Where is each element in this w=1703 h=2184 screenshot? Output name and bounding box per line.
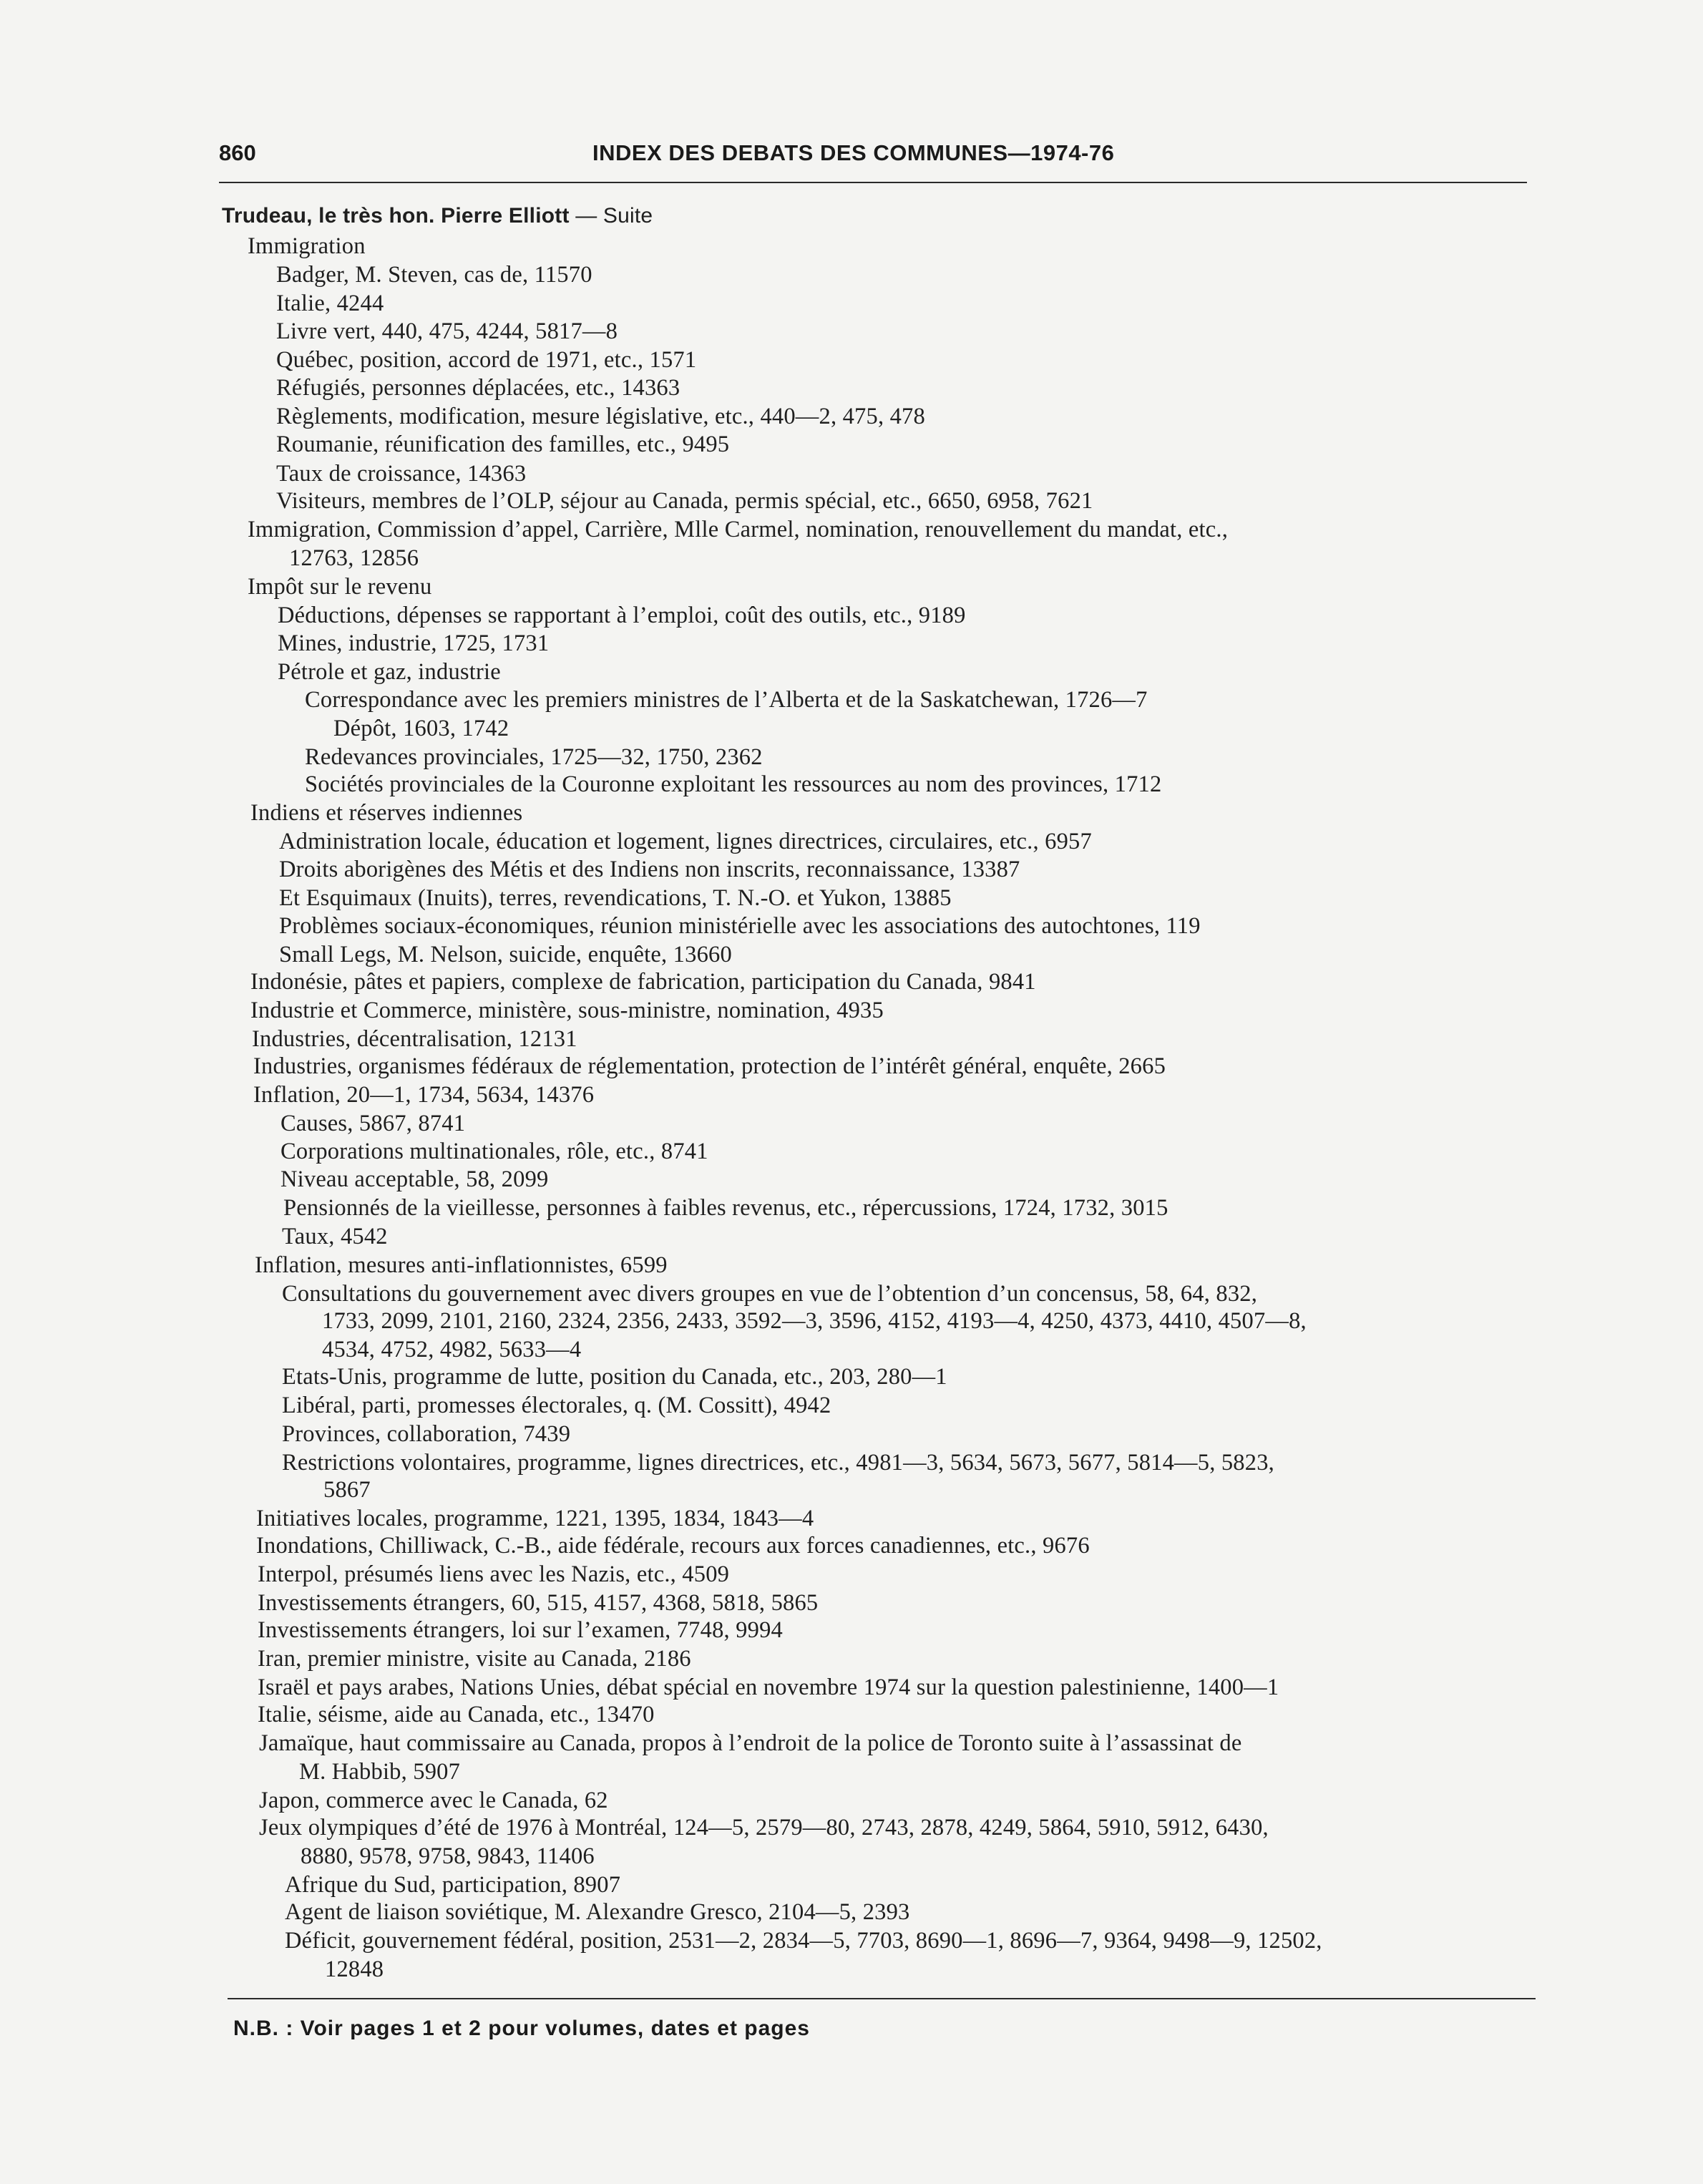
index-entry: Jeux olympiques d’été de 1976 à Montréal, 124—5, 2579—80, 2743, 2878, 4249, 5864, 5910, 5912, 6430, <box>259 1815 1269 1841</box>
index-entry: Badger, M. Steven, cas de, 11570 <box>276 262 592 288</box>
index-entry: Impôt sur le revenu <box>248 574 432 600</box>
index-entry: Réfugiés, personnes déplacées, etc., 14363 <box>276 375 680 401</box>
index-entry: Libéral, parti, promesses électorales, q. (M. Cossitt), 4942 <box>282 1393 831 1418</box>
index-entry: 5867 <box>323 1477 371 1503</box>
index-entry: Agent de liaison soviétique, M. Alexandre Gresco, 2104—5, 2393 <box>285 1899 910 1925</box>
index-entry: Consultations du gouvernement avec divers groupes en vue de l’obtention d’un concensus, 58, 64, 832, <box>282 1281 1258 1307</box>
index-entry: Investissements étrangers, 60, 515, 4157, 4368, 5818, 5865 <box>258 1590 819 1616</box>
index-entry: Etats-Unis, programme de lutte, position du Canada, etc., 203, 280—1 <box>282 1364 947 1390</box>
index-entry: Industrie et Commerce, ministère, sous-ministre, nomination, 4935 <box>250 998 884 1023</box>
index-entry: Indonésie, pâtes et papiers, complexe de fabrication, participation du Canada, 9841 <box>250 969 1036 995</box>
index-entry: 8880, 9578, 9758, 9843, 11406 <box>301 1843 595 1869</box>
index-entry: Règlements, modification, mesure législative, etc., 440—2, 475, 478 <box>276 404 925 429</box>
index-entry: Visiteurs, membres de l’OLP, séjour au Canada, permis spécial, etc., 6650, 6958, 7621 <box>276 488 1093 514</box>
index-entry: Initiatives locales, programme, 1221, 1395, 1834, 1843—4 <box>256 1506 814 1531</box>
running-title: INDEX DES DEBATS DES COMMUNES—1974-76 <box>592 140 1115 165</box>
index-entry: Japon, commerce avec le Canada, 62 <box>259 1788 608 1813</box>
index-entry: Problèmes sociaux-économiques, réunion ministérielle avec les associations des autochtones, 119 <box>279 913 1201 939</box>
index-entry: Taux, 4542 <box>282 1224 388 1249</box>
index-entry: M. Habbib, 5907 <box>299 1759 461 1785</box>
index-entry: Jamaïque, haut commissaire au Canada, propos à l’endroit de la police de Toronto suite à l’assassinat de <box>259 1730 1242 1756</box>
page-number: 860 <box>219 140 256 165</box>
index-entry: Sociétés provinciales de la Couronne exploitant les ressources au nom des provinces, 1712 <box>305 771 1162 797</box>
index-entry: Taux de croissance, 14363 <box>276 461 527 487</box>
index-entry: 12848 <box>325 1956 384 1982</box>
index-entry: Redevances provinciales, 1725—32, 1750, 2362 <box>305 744 763 770</box>
index-entry: Déficit, gouvernement fédéral, position, 2531—2, 2834—5, 7703, 8690—1, 8696—7, 9364, 9498—9, 12502, <box>285 1928 1322 1954</box>
index-entry: Immigration, Commission d’appel, Carrière, Mlle Carmel, nomination, renouvellement du mandat, etc., <box>248 517 1229 542</box>
index-entry: Afrique du Sud, participation, 8907 <box>285 1872 621 1898</box>
index-entry: Industries, organismes fédéraux de réglementation, protection de l’intérêt général, enquête, 2665 <box>253 1053 1166 1079</box>
index-entry: Inflation, 20—1, 1734, 5634, 14376 <box>253 1082 595 1108</box>
index-entry: Dépôt, 1603, 1742 <box>333 716 509 741</box>
index-entry: Causes, 5867, 8741 <box>280 1111 466 1136</box>
index-entry: Livre vert, 440, 475, 4244, 5817—8 <box>276 318 618 344</box>
index-heading: Trudeau, le très hon. Pierre Elliott — Suite <box>222 204 653 228</box>
index-entry: Droits aborigènes des Métis et des Indiens non inscrits, reconnaissance, 13387 <box>279 857 1020 882</box>
index-entry: 1733, 2099, 2101, 2160, 2324, 2356, 2433, 3592—3, 3596, 4152, 4193—4, 4250, 4373, 4410, 4507—8, <box>322 1308 1307 1334</box>
index-entry: Industries, décentralisation, 12131 <box>252 1026 577 1052</box>
index-entry: Déductions, dépenses se rapportant à l’emploi, coût des outils, etc., 9189 <box>278 603 966 628</box>
index-entry: Et Esquimaux (Inuits), terres, revendications, T. N.-O. et Yukon, 13885 <box>279 885 952 911</box>
index-entry: Pensionnés de la vieillesse, personnes à faibles revenus, etc., répercussions, 1724, 1732, 3015 <box>283 1195 1168 1221</box>
index-entry: Québec, position, accord de 1971, etc., 1571 <box>276 347 697 373</box>
index-entry: Inondations, Chilliwack, C.-B., aide fédérale, recours aux forces canadiennes, etc., 9676 <box>256 1533 1090 1559</box>
index-entry: Immigration <box>248 233 366 259</box>
index-entry: Small Legs, M. Nelson, suicide, enquête, 13660 <box>279 942 732 967</box>
index-entry: Corporations multinationales, rôle, etc., 8741 <box>280 1139 708 1164</box>
index-entry: 12763, 12856 <box>289 545 419 571</box>
index-entry: Pétrole et gaz, industrie <box>278 659 501 685</box>
index-entry: Italie, 4244 <box>276 291 384 316</box>
footer-note: N.B. : Voir pages 1 et 2 pour volumes, dates et pages <box>233 2017 810 2040</box>
index-entry: Roumanie, réunification des familles, etc., 9495 <box>276 432 730 457</box>
index-entry: Mines, industrie, 1725, 1731 <box>278 630 550 656</box>
index-entry: Niveau acceptable, 58, 2099 <box>280 1166 549 1192</box>
index-entry: Restrictions volontaires, programme, lignes directrices, etc., 4981—3, 5634, 5673, 5677, 5814—5, 5823, <box>282 1450 1274 1476</box>
index-entry: Indiens et réserves indiennes <box>250 800 523 826</box>
index-entry: Administration locale, éducation et logement, lignes directrices, circulaires, etc., 6957 <box>279 829 1092 854</box>
index-entry: Interpol, présumés liens avec les Nazis, etc., 4509 <box>258 1561 730 1587</box>
index-entry: Inflation, mesures anti-inflationnistes, 6599 <box>255 1252 668 1278</box>
footer-rule <box>228 1998 1536 1999</box>
index-entry: 4534, 4752, 4982, 5633—4 <box>322 1337 582 1362</box>
index-entry: Italie, séisme, aide au Canada, etc., 13470 <box>258 1702 655 1727</box>
index-entry: Israël et pays arabes, Nations Unies, débat spécial en novembre 1974 sur la question palestinienne, 1400—1 <box>258 1674 1279 1700</box>
index-entry: Iran, premier ministre, visite au Canada, 2186 <box>258 1646 691 1672</box>
index-entry: Provinces, collaboration, 7439 <box>282 1421 571 1447</box>
index-entry: Investissements étrangers, loi sur l’examen, 7748, 9994 <box>258 1617 783 1643</box>
index-entry: Correspondance avec les premiers ministres de l’Alberta et de la Saskatchewan, 1726—7 <box>305 687 1148 713</box>
